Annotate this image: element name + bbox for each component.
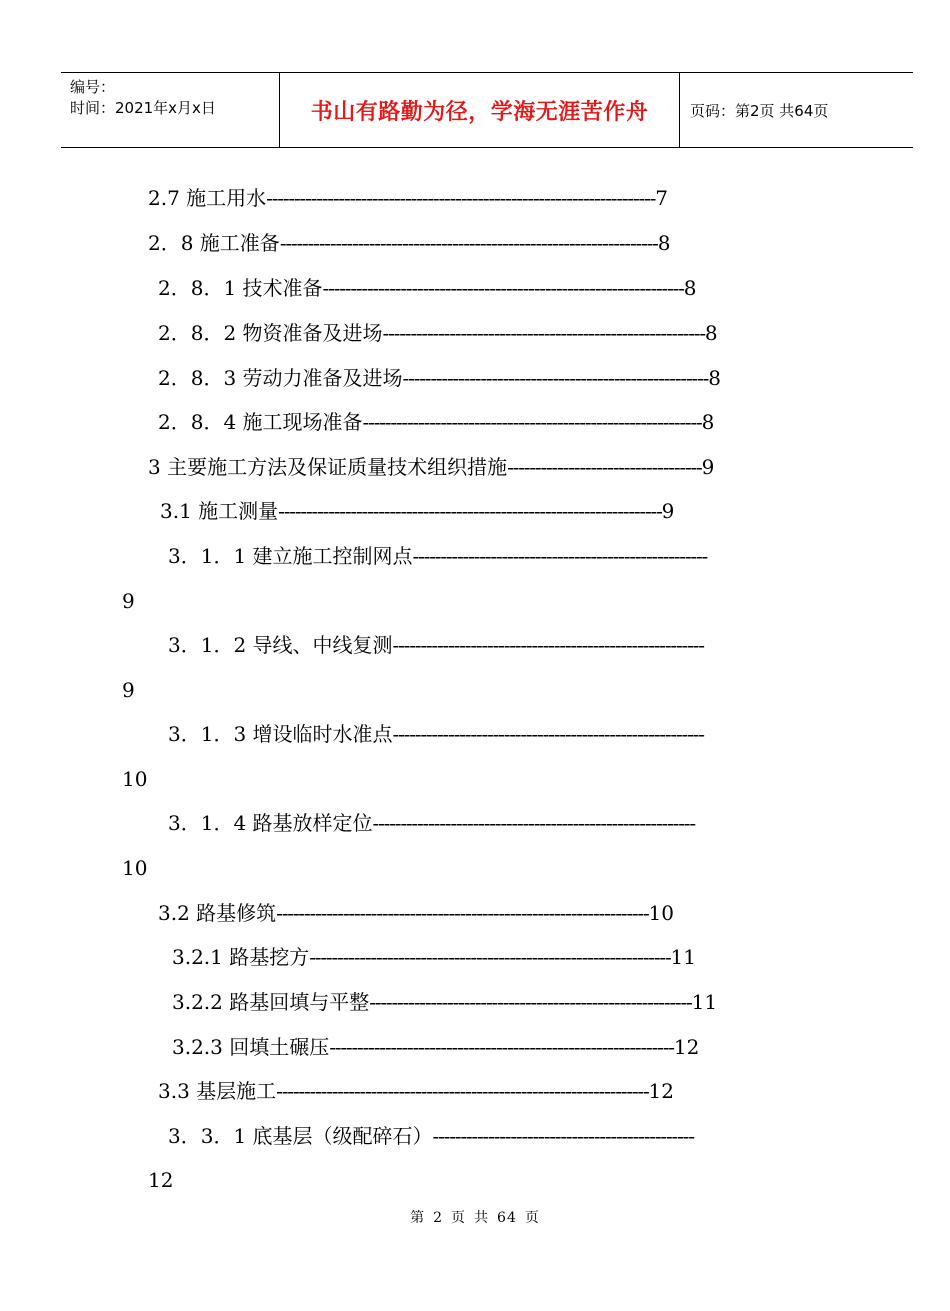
toc-entry-title: 2．8．1 技术准备 [158, 276, 323, 300]
toc-entry[interactable] [158, 409, 714, 435]
toc-entry-title: 2．8．4 施工现场准备 [158, 410, 363, 434]
toc-leader: -------------------------------------------------------------- [329, 1035, 674, 1059]
toc-entry[interactable] [148, 454, 714, 480]
footer-ye: 页 [451, 1210, 467, 1226]
toc-entry-page: 11 [691, 990, 718, 1014]
header-motto: 书山有路勤为径，学海无涯苦作舟 [310, 99, 649, 125]
toc-leader: -------------------------------------------------------- [392, 633, 704, 657]
toc-entry-page: 9 [122, 589, 135, 613]
toc-entry-title: 2．8 施工准备 [148, 231, 280, 255]
toc-leader: ---------------------------------------------------------- [369, 990, 692, 1014]
toc-leader: ---------------------------------------------------------- [382, 321, 705, 345]
toc-entry-title: 3.3 基层施工 [158, 1079, 277, 1103]
toc-leader: ---------------------------------------------------------------------- [266, 186, 656, 210]
toc-entry-title: 3.2.1 路基挖方 [172, 945, 310, 969]
footer-total-pages: 64 [497, 1210, 517, 1226]
toc-leader: ---------------------------------------------------------- [372, 811, 695, 835]
toc-entry-title: 3 主要施工方法及保证质量技术组织措施 [148, 455, 508, 479]
toc-leader: ------------------------------------------------------------------- [276, 1079, 649, 1103]
toc-entry-page: 8 [708, 366, 721, 390]
toc-entry[interactable] [158, 365, 721, 391]
header-divider [679, 73, 680, 147]
toc-entry-title: 3.1 施工测量 [160, 499, 279, 523]
toc-leader: ------------------------------------------------------- [402, 366, 709, 390]
toc-entry[interactable] [168, 1123, 694, 1149]
toc-entry-page: 9 [661, 499, 675, 523]
toc-entry-title: 3．3．1 底基层（级配碎石） [168, 1124, 433, 1148]
toc-leader: ----------------------------------------------------------------- [309, 945, 671, 969]
toc-entry[interactable] [158, 320, 718, 346]
toc-entry-title: 3.2 路基修筑 [158, 901, 277, 925]
toc-entry-page: 10 [648, 901, 674, 925]
toc-entry[interactable] [158, 900, 674, 926]
toc-entry[interactable] [168, 810, 695, 836]
footer-ye: 页 [524, 1210, 540, 1226]
header-page-info: 页码：第2页 共64页 [690, 101, 829, 120]
toc-leader: ----------------------------------- [507, 455, 702, 479]
footer-current-page: 2 [433, 1210, 444, 1226]
toc-entry-page: 9 [701, 455, 715, 479]
toc-entry-page: 10 [122, 767, 148, 791]
page-header [61, 72, 913, 148]
toc-entry-page: 12 [148, 1168, 174, 1192]
toc-entry[interactable] [168, 721, 704, 747]
toc-leader: ----------------------------------------------------------------- [322, 276, 684, 300]
toc-entry[interactable] [160, 498, 674, 524]
page-footer [0, 1207, 950, 1227]
toc-leader: -------------------------------------------------------------------- [279, 231, 658, 255]
toc-entry[interactable] [172, 1034, 699, 1060]
header-time-label: 时间：2021年x月x日 [70, 99, 216, 117]
toc-leader: -------------------------------------------------------- [392, 722, 704, 746]
toc-entry-page: 8 [704, 321, 718, 345]
toc-entry[interactable] [148, 185, 668, 211]
toc-entry-page: 8 [683, 276, 697, 300]
toc-leader: ----------------------------------------------------- [412, 544, 708, 568]
toc-entry-title: 3.2.3 回填土碾压 [172, 1035, 330, 1059]
toc-entry-page: 12 [648, 1079, 674, 1103]
toc-entry-title: 2．8．3 劳动力准备及进场 [158, 366, 403, 390]
toc-entry-page: 12 [673, 1035, 700, 1059]
toc-entry[interactable] [168, 632, 704, 658]
header-number-label: 编号： [70, 78, 116, 96]
toc-entry-title: 3.2.2 路基回填与平整 [172, 990, 370, 1014]
toc-entry-page: 9 [122, 678, 135, 702]
toc-entry[interactable] [172, 944, 696, 970]
toc-entry-title: 2．8．2 物资准备及进场 [158, 321, 383, 345]
toc-entry-title: 3．1．3 增设临时水准点 [168, 722, 393, 746]
toc-entry-page: 11 [670, 945, 696, 969]
toc-leader: ----------------------------------------------- [432, 1124, 694, 1148]
toc-entry-page: 10 [122, 856, 148, 880]
toc-entry[interactable] [158, 275, 697, 301]
toc-entry[interactable] [158, 1078, 674, 1104]
toc-entry-title: 3．1．1 建立施工控制网点 [168, 544, 413, 568]
footer-gong: 共 [474, 1210, 490, 1226]
toc-entry-page: 8 [657, 231, 671, 255]
toc-entry-page: 8 [701, 410, 715, 434]
toc-entry-title: 3．1．2 导线、中线复测 [168, 633, 393, 657]
toc-entry[interactable] [172, 989, 717, 1015]
toc-leader: ------------------------------------------------------------------- [276, 901, 649, 925]
toc-leader: ------------------------------------------------------------- [362, 410, 702, 434]
toc-entry[interactable] [168, 543, 707, 569]
toc-leader: --------------------------------------------------------------------- [278, 499, 662, 523]
toc-entry[interactable] [148, 230, 670, 256]
toc-entry-page: 7 [655, 186, 668, 210]
toc-entry-title: 3．1．4 路基放样定位 [168, 811, 373, 835]
footer-di: 第 [410, 1210, 426, 1226]
header-meta [70, 77, 280, 119]
toc-entry-title: 2.7 施工用水 [148, 186, 267, 210]
